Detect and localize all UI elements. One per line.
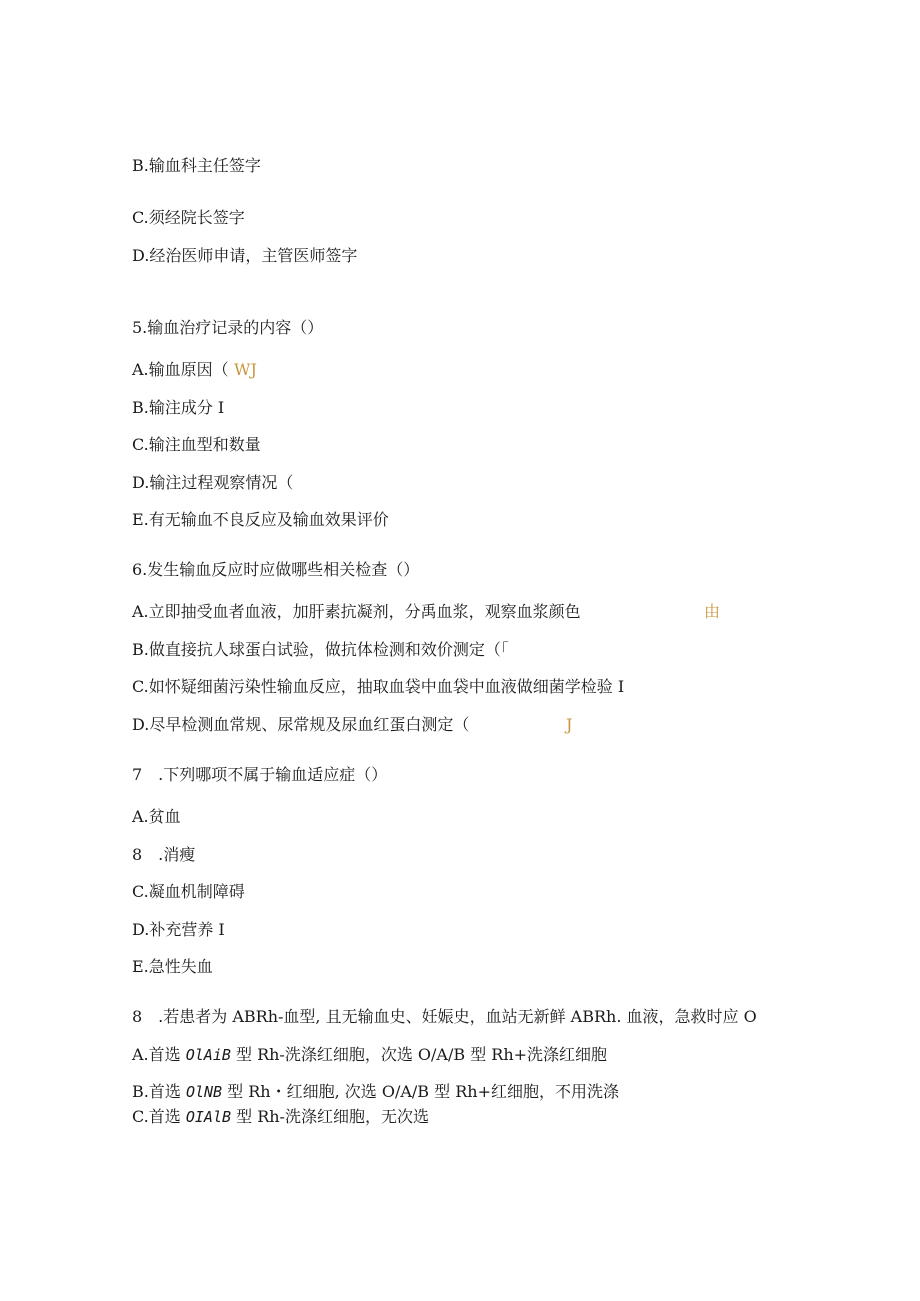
q5-option-a: A.输血原因（ <box>132 360 229 379</box>
q8-option-a <box>132 1045 607 1065</box>
q8-option-b-type: OlNB <box>185 1083 223 1101</box>
q8-option-a-prefix: A.首选 <box>132 1045 186 1064</box>
q5-option-c: C.输注血型和数量 <box>132 435 261 454</box>
q5-stem: 5.输血治疗记录的内容（） <box>132 318 324 337</box>
q4-option-d: D.经治医师申请，主管医师签字 <box>132 246 358 265</box>
q7-stem: 7 .下列哪项不属于输血适应症（） <box>132 765 388 784</box>
q6-option-d-note: J <box>566 715 573 734</box>
q5-option-a-note: WJ <box>234 360 257 379</box>
q7-option-b: 8 .消瘦 <box>132 845 196 864</box>
q8-option-a-rest: 型 Rh-洗涤红细胞，次选 O/A/B 型 Rh+洗涤红细胞 <box>230 1045 608 1064</box>
q8-option-c-prefix: C.首选 <box>132 1107 186 1126</box>
q4-option-b: B.输血科主任签字 <box>132 156 261 175</box>
q6-option-a: A.立即抽受血者血液，加肝素抗凝剂，分禹血浆，观察血浆颜色 <box>132 602 581 621</box>
q6-stem: 6.发生输血反应时应做哪些相关检查（） <box>132 560 420 579</box>
q8-option-c-type: OIAlB <box>185 1108 232 1126</box>
q7-option-a: A.贫血 <box>132 807 181 826</box>
q8-option-b-rest: 型 Rh・红细胞, 次选 O/A/B 型 Rh+红细胞，不用洗涤 <box>222 1082 619 1101</box>
q5-option-e: E.有无输血不良反应及输血效果评价 <box>132 510 389 529</box>
q6-option-b: B.做直接抗人球蛋白试验，做抗体检测和效价测定（「 <box>132 640 509 659</box>
q8-option-c <box>132 1107 429 1127</box>
q7-option-d: D.补充营养 I <box>132 920 225 939</box>
q7-option-c: C.凝血机制障碍 <box>132 882 245 901</box>
q6-option-d: D.尽早检测血常规、尿常规及尿血红蛋白测定（ <box>132 715 470 734</box>
q7-option-e: E.急性失血 <box>132 957 213 976</box>
q8-option-b-prefix: B.首选 <box>132 1082 186 1101</box>
q5-option-b: B.输注成分 I <box>132 398 225 417</box>
q6-option-c: C.如怀疑细菌污染性输血反应，抽取血袋中血袋中血液做细菌学检验 I <box>132 677 625 696</box>
q8-stem: 8 .若患者为 ABRh-血型, 且无输血史、妊娠史，血站无新鲜 ABRh. 血液，急救时应 O <box>132 1007 757 1026</box>
q6-option-a-note: 由 <box>704 602 721 621</box>
q8-option-b <box>132 1082 619 1102</box>
q5-option-d: D.输注过程观察情况（ <box>132 473 294 492</box>
q8-option-c-rest: 型 Rh-洗涤红细胞，无次选 <box>231 1107 429 1126</box>
q4-option-c: C.须经院长签字 <box>132 208 245 227</box>
q8-option-a-type: OlAiB <box>185 1046 231 1064</box>
